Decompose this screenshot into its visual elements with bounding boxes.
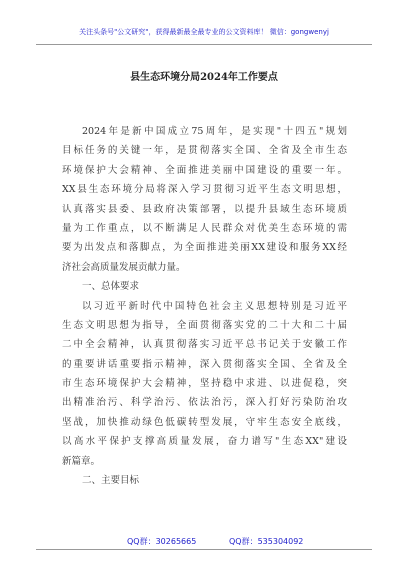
- section-heading: 一、总体要求: [82, 281, 140, 293]
- paragraph-line: 济社会高质量发展贡献力量。: [62, 261, 186, 273]
- paragraph-line: 的重要讲话重要指示精神，深入贯彻落实全国、全省及全: [62, 358, 347, 370]
- paragraph-line: 以习近平新时代中国特色社会主义思想特别是习近平: [82, 300, 347, 312]
- paragraph-line: 量为工作重点，以不断满足人民群众对优美生态环境的需: [62, 222, 347, 234]
- footer-divider: [36, 549, 372, 550]
- section-heading: 二、主要目标: [82, 475, 140, 487]
- paragraph-line: 2024年是新中国成立75周年，是实现"十四五"规划: [82, 126, 347, 137]
- footer-qq-group-1: QQ群：30265665: [127, 537, 197, 546]
- document-title: 县生态环境分局2024年工作要点: [130, 72, 278, 83]
- paragraph-line: 二中全会精神，认真贯彻落实习近平总书记关于安徽工作: [62, 339, 347, 351]
- paragraph-line: 以高水平保护支撑高质量发展，奋力谱写"生态XX"建设: [62, 436, 347, 448]
- header-note: 关注头条号"公文研究"，获得最新最全最专业的公文资料库！ 微信：gongwenyj: [79, 28, 329, 36]
- paragraph-line: 出精准治污、科学治污、依法治污，深入打好污染防治攻: [62, 397, 347, 409]
- document-body: [62, 122, 347, 490]
- paragraph-line: 坚战，加快推动绿色低碳转型发展，守牢生态安全底线，: [62, 416, 347, 428]
- paragraph-line: 市生态环境保护大会精神，坚持稳中求进、以进促稳，突: [62, 378, 347, 390]
- paragraph-line: 环境保护大会精神、全面推进美丽中国建设的重要一年。: [62, 164, 347, 176]
- footer-qq-group-2: QQ群：535304092: [229, 537, 304, 546]
- paragraph-line: 新篇章。: [62, 455, 101, 467]
- paragraph-line: 认真落实县委、县政府决策部署，以提升县域生态环境质: [62, 203, 347, 215]
- paragraph-line: 目标任务的关键一年，是贯彻落实全国、全省及全市生态: [62, 145, 347, 157]
- paragraph-line: 生态文明思想为指导，全面贯彻落实党的二十大和二十届: [62, 319, 347, 331]
- header-divider: [36, 44, 372, 45]
- paragraph-line: XX县生态环境分局将深入学习贯彻习近平生态文明思想，: [62, 184, 347, 196]
- paragraph-line: 要为出发点和落脚点，为全面推进美丽XX建设和服务XX经: [62, 242, 347, 254]
